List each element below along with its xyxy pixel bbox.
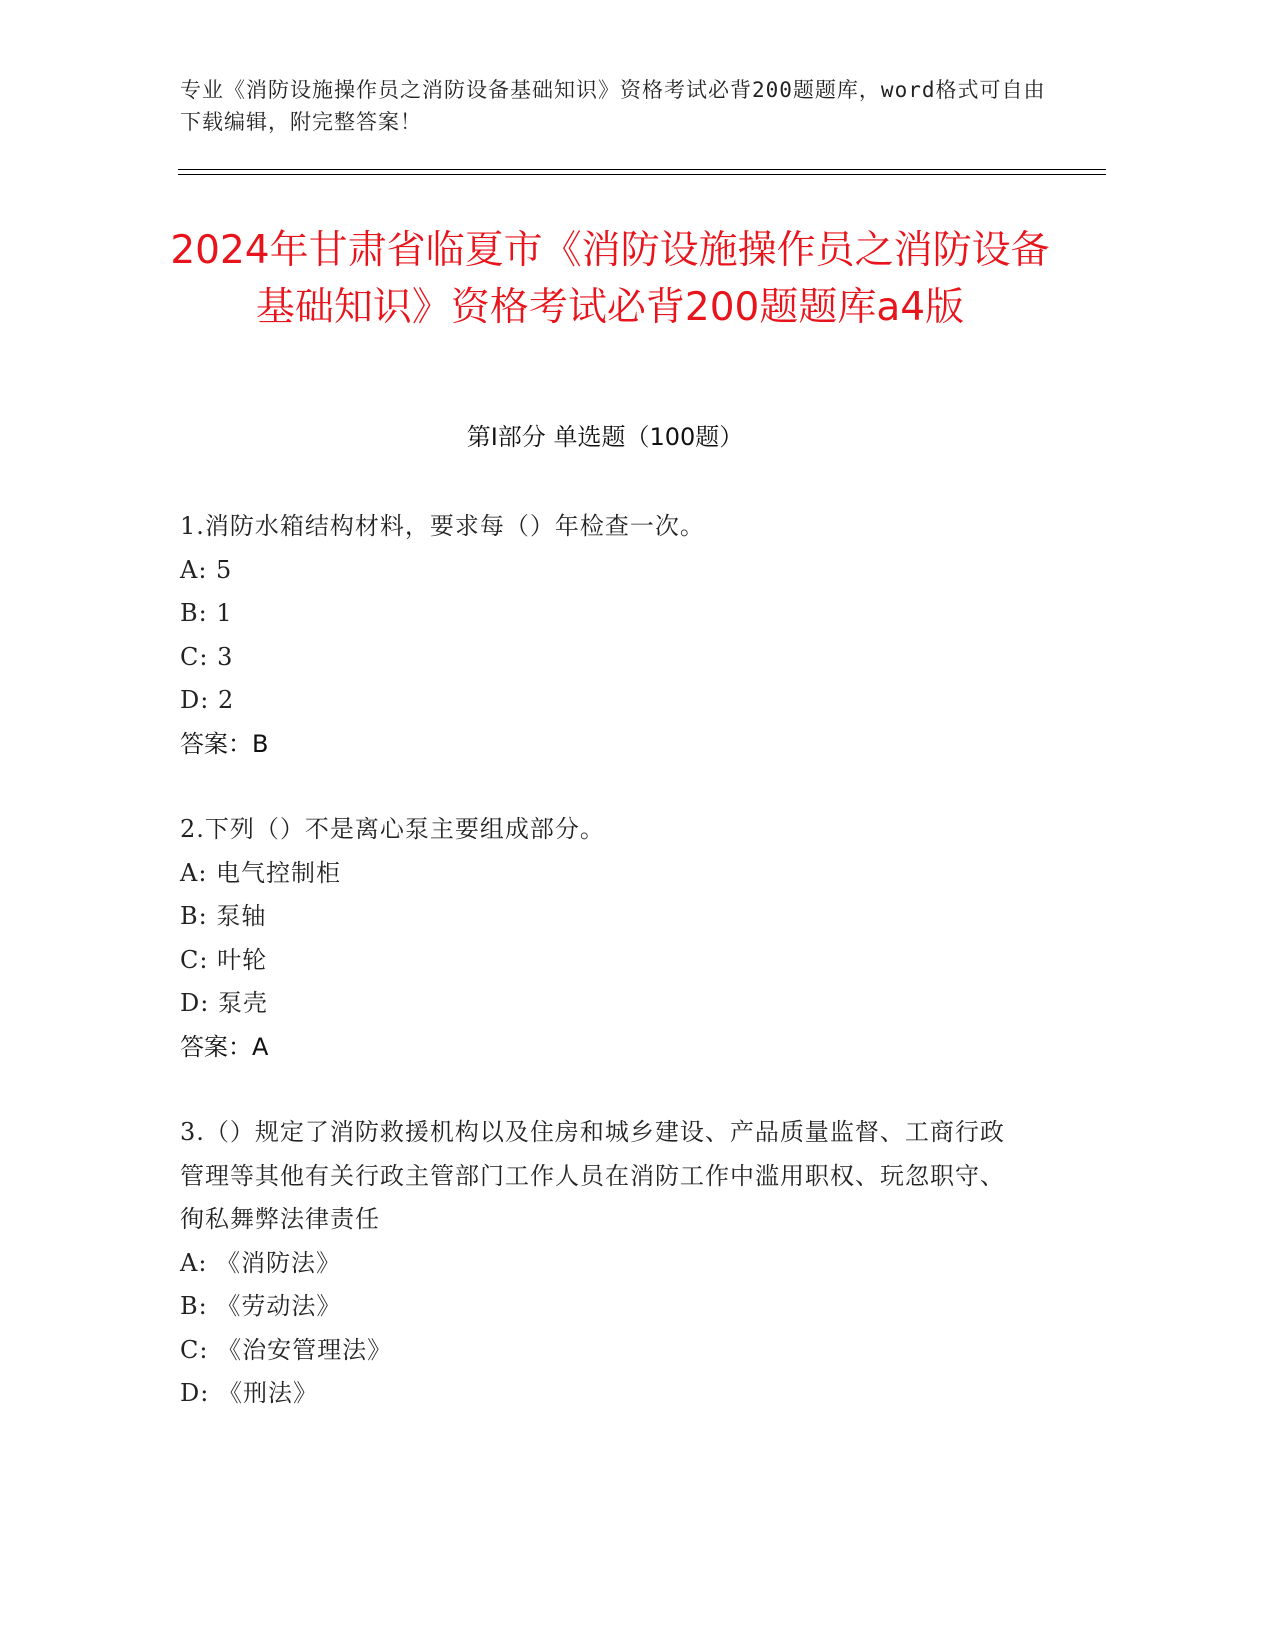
option-b: B: 泵轴 — [180, 902, 267, 930]
option-b: B: 《劳动法》 — [180, 1292, 342, 1320]
answer: 答案：B — [180, 729, 269, 758]
document-title: 2024年甘肃省临夏市《消防设施操作员之消防设备基础知识》资格考试必背200题题库a4版 — [170, 228, 1050, 330]
header-divider-bottom — [178, 174, 1106, 175]
option-c: C: 3 — [180, 642, 234, 671]
answer: 答案：A — [180, 1032, 269, 1061]
option-a: A: 5 — [180, 555, 233, 584]
option-a: A: 电气控制柜 — [180, 858, 342, 887]
header-note: 专业《消防设施操作员之消防设备基础知识》资格考试必背200题题库，word格式可自由下载编辑，附完整答案！ — [180, 78, 1046, 134]
question-stem: 3.（）规定了消防救援机构以及住房和城乡建设、产品质量监督、工商行政管理等其他有关行政主管部门工作人员在消防工作中滥用职权、玩忽职守、徇私舞弊法律责任 — [180, 1118, 1005, 1233]
question-3 — [180, 1111, 1020, 1416]
question-stem: 2.下列（）不是离心泵主要组成部分。 — [180, 815, 605, 843]
question-2 — [180, 808, 1020, 1069]
option-d: D: 泵壳 — [180, 989, 268, 1017]
option-c: C: 叶轮 — [180, 945, 268, 974]
question-1 — [180, 505, 1020, 766]
option-b: B: 1 — [180, 599, 233, 627]
question-list — [180, 505, 1020, 1458]
option-d: D: 2 — [180, 686, 235, 714]
option-d: D: 《刑法》 — [180, 1379, 318, 1407]
header-divider-top — [178, 169, 1106, 170]
option-c: C: 《治安管理法》 — [180, 1335, 393, 1364]
option-a: A: 《消防法》 — [180, 1248, 342, 1277]
question-stem: 1.消防水箱结构材料，要求每（）年检查一次。 — [180, 512, 705, 540]
section-title: 第I部分 单选题（100题） — [466, 423, 744, 451]
